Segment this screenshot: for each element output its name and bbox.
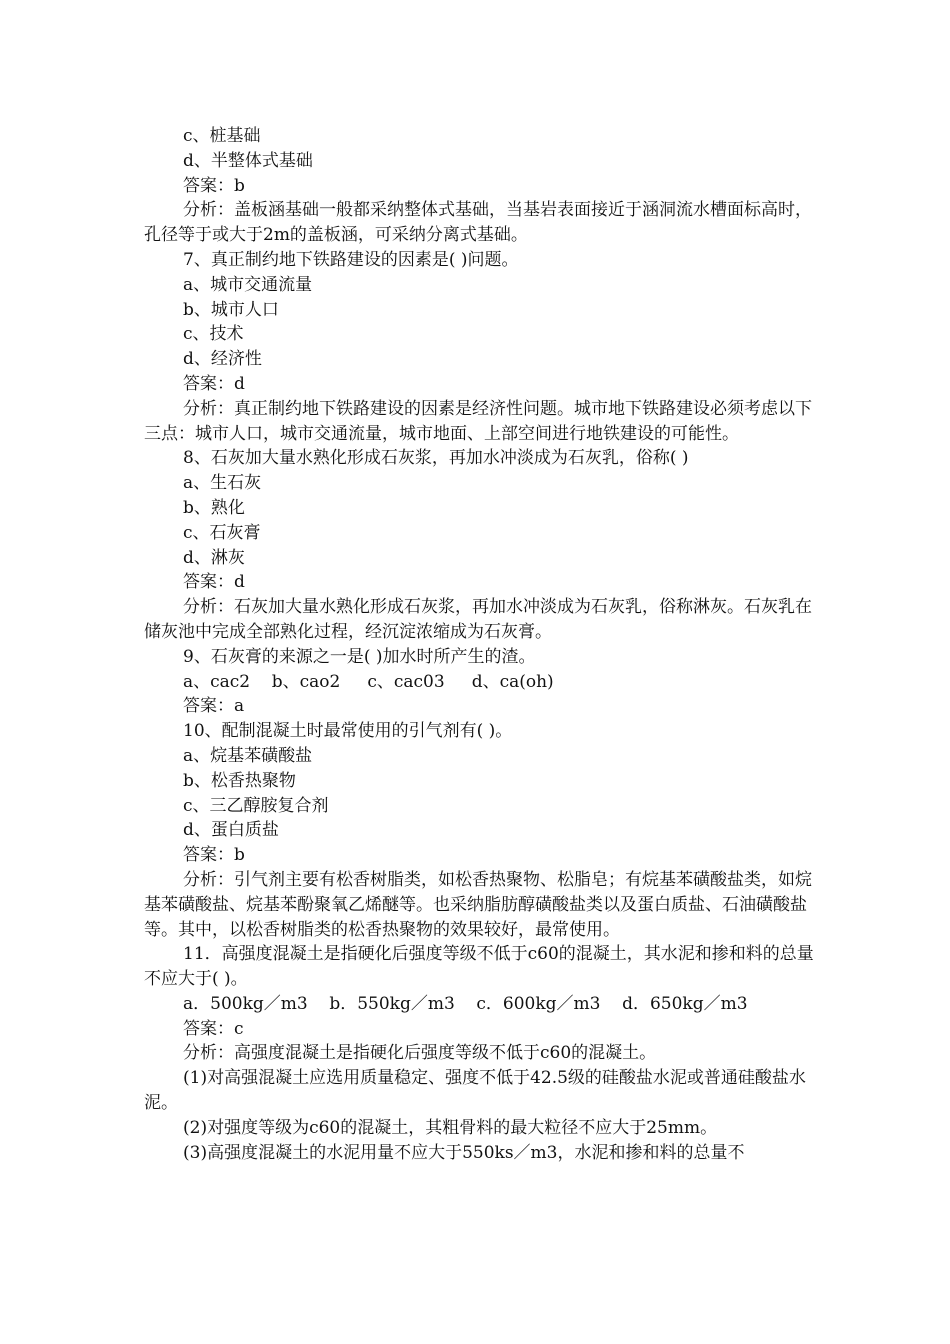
paragraph: c、石灰膏 — [183, 522, 261, 543]
paragraph: c、技术 — [183, 324, 244, 345]
paragraph: a、cac2 b、cao2 c、cac03 d、ca(oh) — [183, 671, 554, 692]
paragraph: 分析：盖板涵基础一般都采纳整体式基础，当基岩表面接近于涵洞流水槽面标高时，孔径等于或大于2m的盖板涵，可采纳分离式基础。 — [144, 200, 812, 246]
paragraph: 分析：高强度混凝土是指硬化后强度等级不低于c60的混凝土。 — [183, 1043, 657, 1064]
paragraph: a．500kg／m3 b．550kg／m3 c．600kg／m3 d．650kg／m3 — [183, 993, 748, 1014]
paragraph: d、淋灰 — [183, 547, 245, 568]
paragraph: 8、石灰加大量水熟化形成石灰浆，再加水冲淡成为石灰乳，俗称( ) — [183, 448, 689, 469]
paragraph: d、蛋白质盐 — [183, 820, 279, 841]
paragraph: 11．高强度混凝土是指硬化后强度等级不低于c60的混凝土，其水泥和掺和料的总量不应大于( )。 — [144, 944, 814, 990]
paragraph: d、半整体式基础 — [183, 150, 313, 171]
paragraph: 答案：d — [183, 572, 245, 593]
paragraph: b、熟化 — [183, 497, 245, 518]
paragraph: b、城市人口 — [183, 299, 279, 320]
paragraph: 答案：c — [183, 1018, 244, 1039]
paragraph: (1)对高强混凝土应选用质量稳定、强度不低于42.5级的硅酸盐水泥或普通硅酸盐水泥。 — [144, 1068, 806, 1114]
paragraph: c、桩基础 — [183, 126, 261, 146]
paragraph: 10、配制混凝土时最常使用的引气剂有( )。 — [183, 721, 513, 742]
paragraph: 答案：b — [183, 175, 245, 196]
paragraph: c、三乙醇胺复合剂 — [183, 795, 329, 816]
paragraph: 7、真正制约地下铁路建设的因素是( )问题。 — [183, 249, 519, 270]
paragraph: a、生石灰 — [183, 473, 262, 494]
paragraph: 答案：b — [183, 845, 245, 866]
paragraph: (2)对强度等级为c60的混凝土，其粗骨料的最大粒径不应大于25mm。 — [183, 1117, 718, 1138]
paragraph: a、烷基苯磺酸盐 — [183, 745, 313, 766]
paragraph: a、城市交通流量 — [183, 274, 313, 295]
paragraph: 9、石灰膏的来源之一是( )加水时所产生的渣。 — [183, 646, 536, 667]
paragraph: 分析：石灰加大量水熟化形成石灰浆，再加水冲淡成为石灰乳，俗称淋灰。石灰乳在储灰池中完成全部熟化过程，经沉淀浓缩成为石灰膏。 — [144, 597, 812, 642]
paragraph: 答案：d — [183, 373, 245, 394]
paragraph: (3)高强度混凝土的水泥用量不应大于550ks／m3，水泥和掺和料的总量不 — [183, 1142, 745, 1163]
paragraph: 答案：a — [183, 696, 245, 717]
document-body — [144, 124, 814, 1165]
paragraph: d、经济性 — [183, 349, 262, 370]
paragraph: b、松香热聚物 — [183, 770, 296, 791]
paragraph: 分析：引气剂主要有松香树脂类，如松香热聚物、松脂皂；有烷基苯磺酸盐类，如烷基苯磺酸盐、烷基苯酚聚氧乙烯醚等。也采纳脂肪醇磺酸盐类以及蛋白质盐、石油磺酸盐等。其中，以松香树脂类的松香热聚物的效果较好，最常使用。 — [144, 869, 812, 940]
paragraph: 分析：真正制约地下铁路建设的因素是经济性问题。城市地下铁路建设必须考虑以下三点：城市人口，城市交通流量，城市地面、上部空间进行地铁建设的可能性。 — [144, 398, 812, 444]
